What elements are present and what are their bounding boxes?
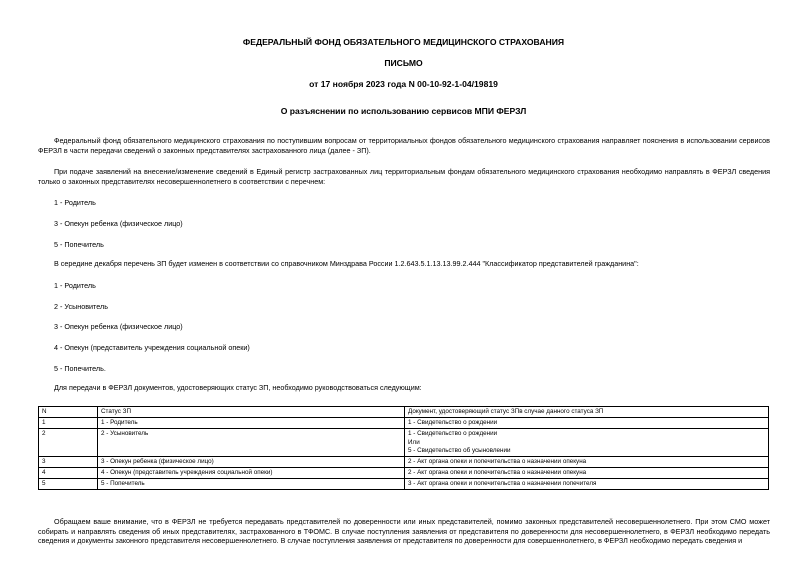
list-item: 4 - Опекун (представитель учреждения социальной опеки) xyxy=(54,343,250,352)
paragraph-attention: Обращаем ваше внимание, что в ФЕРЗЛ не требуется передавать представителей по доверенности или иных представителей, помимо законных представителей несовершеннолетнего. При этом СМО может собирать и направлять сведения об иных представителях, застрахованного в ТФОМС. В случае поступления заявления от представителя по доверенности для несовершеннолетнего, в ФЕРЗЛ необходимо передать сведения и документы законного представителя несовершеннолетнего. В случае поступления заявления от представителя по доверенности для совершеннолетнего, в ФЕРЗЛ необходимо передать сведения и xyxy=(38,517,770,546)
subject-title: О разъяснении по использованию сервисов МПИ ФЕРЗЛ xyxy=(280,106,527,116)
paragraph-requirements: При подаче заявлений на внесение/изменение сведений в Единый регистр застрахованных лиц территориальным фондам обязательного медицинского страхования необходимо направлять в ФЕРЗЛ сведения только о законных представителях несовершеннолетнего в соответствии с перечнем: xyxy=(38,167,770,186)
table-cell-number: 1 xyxy=(39,418,98,429)
document-line: 1 - Свидетельство о рождении xyxy=(408,430,498,438)
table-cell-status: 1 - Родитель xyxy=(98,418,405,429)
table-header-cell: N xyxy=(39,407,98,418)
table-cell-number: 2 xyxy=(39,429,98,457)
table-cell-document xyxy=(405,429,769,457)
document-line: Или xyxy=(408,438,420,446)
table-cell-status: 3 - Опекун ребенка (физическое лицо) xyxy=(98,456,405,467)
document-line: 5 - Свидетельство об усыновлении xyxy=(408,446,511,454)
list-item: 1 - Родитель xyxy=(54,198,96,207)
table-cell-document xyxy=(405,468,769,479)
document-line: 2 - Акт органа опеки и попечительства о назначении опекуна xyxy=(408,457,587,465)
document-line: 3 - Акт органа опеки и попечительства о назначении попечителя xyxy=(408,480,597,488)
status-document-table xyxy=(38,406,769,490)
list-item: 1 - Родитель xyxy=(54,281,96,290)
list-item: 5 - Попечитель xyxy=(54,240,104,249)
table-cell-status: 4 - Опекун (представитель учреждения социальной опеки) xyxy=(98,468,405,479)
document-line: 1 - Свидетельство о рождении xyxy=(408,419,498,427)
table-header-cell: Статус ЗП xyxy=(98,407,405,418)
table-cell-number: 3 xyxy=(39,456,98,467)
table-row xyxy=(39,456,769,467)
table-cell-document xyxy=(405,418,769,429)
table-cell-document xyxy=(405,456,769,467)
paragraph-change-notice: В середине декабря перечень ЗП будет изменен в соответствии со справочником Минздрава России 1.2.643.5.1.13.13.99.2.444 "Классификатор представителей гражданина": xyxy=(54,259,639,268)
table-cell-status: 5 - Попечитель xyxy=(98,479,405,490)
table-row xyxy=(39,429,769,457)
table-header-row xyxy=(39,407,769,418)
list-item: 5 - Попечитель. xyxy=(54,364,106,373)
list-item: 2 - Усыновитель xyxy=(54,302,108,311)
table-cell-number: 5 xyxy=(39,479,98,490)
list-item: 3 - Опекун ребенка (физическое лицо) xyxy=(54,219,183,228)
table-row xyxy=(39,479,769,490)
paragraph-table-intro: Для передачи в ФЕРЗЛ документов, удостоверяющих статус ЗП, необходимо руководствоваться следующим: xyxy=(54,383,422,392)
table-cell-status: 2 - Усыновитель xyxy=(98,429,405,457)
table-header-cell: Документ, удостоверяющий статус ЗПв случае данного статуса ЗП xyxy=(405,407,769,418)
paragraph-intro: Федеральный фонд обязательного медицинского страхования по поступившим вопросам от территориальных фондов обязательного медицинского страхования направляет пояснения в использовании сервисов ФЕРЗЛ в части передачи сведений о законных представителях застрахованного лица (далее - ЗП). xyxy=(38,136,770,155)
org-title: ФЕДЕРАЛЬНЫЙ ФОНД ОБЯЗАТЕЛЬНОГО МЕДИЦИНСКОГО СТРАХОВАНИЯ xyxy=(242,37,565,47)
table-cell-document xyxy=(405,479,769,490)
list-item: 3 - Опекун ребенка (физическое лицо) xyxy=(54,322,183,331)
table-row xyxy=(39,418,769,429)
document-line: 2 - Акт органа опеки и попечительства о назначении опекуна xyxy=(408,469,587,477)
table-cell-number: 4 xyxy=(39,468,98,479)
table-row xyxy=(39,468,769,479)
doc-type: ПИСЬМО xyxy=(384,58,423,68)
date-number: от 17 ноября 2023 года N 00-10-92-1-04/19819 xyxy=(309,79,498,89)
